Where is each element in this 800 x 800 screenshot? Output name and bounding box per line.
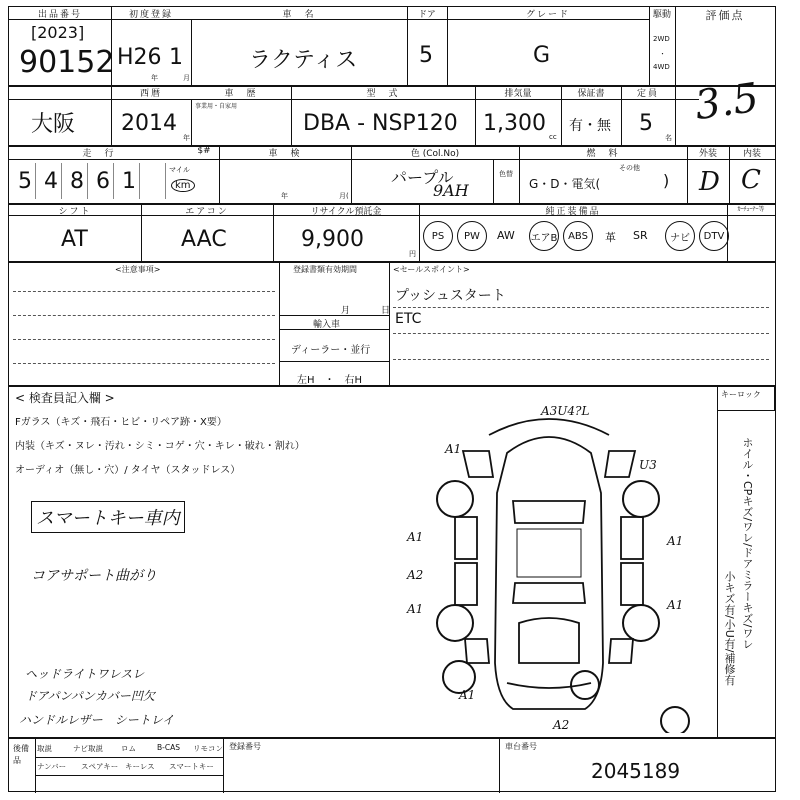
steering-side: 左H ・ 右H [297,375,363,386]
tuner-label: ｶｰﾁｭｰﾅｰ等 [737,206,765,213]
reg-year-unit: 年 [151,74,158,82]
accessory-item: リモコン [193,744,223,753]
right-note-column-2: 小キズ有/小U有/補修有 [723,571,736,686]
sales-point-item: プッシュスタート [395,288,506,304]
mark-left-1: A1 [407,530,424,544]
equipment-item-8: DTV [699,221,729,251]
accessory-item: キーレス [125,762,155,771]
mileage-digit: 5 [18,169,32,194]
note-door-panel: ドアパンパンカバー凹欠 [25,689,155,703]
registration-era: H26 [117,45,162,70]
displacement-label: 排気量 [504,89,532,99]
color-code: 9AH [433,181,469,200]
accessory-item: ロム [121,744,136,753]
score-label: 評価点 [705,9,745,22]
mark-right-2: A1 [667,598,684,612]
model-code: DBA - NSP120 [303,111,458,136]
shift-label: シフト [58,207,92,217]
mileage-digit: 4 [44,169,58,194]
fuel-label: 燃 料 [586,149,620,159]
drive-2wd: 2WD [653,35,670,43]
exterior-grade: D [699,167,720,197]
exterior-label: 外装 [698,149,717,159]
note-headlight: ヘッドライトワレスレ [25,667,145,681]
car-name-label: 車 名 [282,10,316,20]
mileage-digit: 6 [96,169,110,194]
note-core-support: コアサポート曲がり [31,568,157,584]
inspector-checklist-line: オーディオ（無し・穴）/ タイヤ（スタッドレス） [15,465,241,476]
equipment-item-7: ナビ [665,221,695,251]
note-handle-leather: ハンドルレザー シートレイ [19,713,175,727]
mark-left-3: A1 [407,602,424,616]
equipment-item-6: SR [633,229,648,242]
keylock-label: キーロック [721,390,761,399]
history-sub-label: 事業用・自家用 [195,103,238,110]
interior-label: 内装 [742,149,761,159]
interior-grade: C [741,165,761,195]
equipment-item-5: 革 [605,231,616,244]
car-name: ラクティス [249,48,358,73]
color-name: パープル [391,168,454,187]
cc-unit: cc [549,133,557,141]
region: 大阪 [31,112,76,137]
accessory-item: B-CAS [157,743,180,752]
car-outline [455,419,643,709]
pass-label: $# [197,146,211,156]
auction-sheet [8,6,776,792]
warranty-value: 有・無 [569,118,611,134]
registration-number-label: 登録番号 [229,742,261,751]
car-damage-diagram [389,393,709,733]
capacity: 5 [639,111,653,136]
row4-bottom-line [9,261,775,263]
equipment-item-2: AW [497,229,515,242]
sales-point-item: ETC [395,311,422,327]
recycle-label: リサイクル預託金 [310,207,382,217]
lot-number: 90152 [19,45,115,80]
damage-marks [406,404,683,732]
chassis-number-label: 車台番号 [505,742,537,751]
mileage-digit: 8 [70,169,84,194]
capacity-label: 定員 [636,89,659,99]
notes-bottom-line [9,385,775,387]
mark-rear-left: A1 [459,688,476,702]
mark-left-2: A2 [407,568,424,582]
registration-day-label: 日 [381,306,391,316]
recycle-fee: 9,900 [301,227,364,252]
inspection-label: 車 検 [268,149,302,159]
western-year-label: 西暦 [139,89,162,99]
accessory-item: スペアキー [81,762,119,771]
history-label: 車 歴 [224,89,258,99]
yen-unit: 円 [409,250,416,258]
accessory-item: ナビ取説 [73,744,103,753]
reg-month-unit: 月 [183,74,190,82]
ac-value: AAC [181,227,227,252]
door-label: ドア [418,10,436,20]
fuel-options: G・D・電気( [529,177,601,191]
mileage-digit: 1 [122,169,136,194]
warranty-label: 保証書 [577,89,605,99]
right-note-column-1: ホイル・CPキズ/ワレ/ドアミラーキズ/ワレ [741,437,754,650]
inspection-year-unit: 年 [281,192,288,200]
registration-month-label: 月 [341,306,351,316]
score-value: 3.5 [692,74,762,130]
shift-value: AT [61,227,88,252]
year-unit: 年 [183,134,190,142]
fuel-close-paren: ) [663,171,670,190]
color-label: 色 (Col.No) [410,149,460,159]
model-label: 型 式 [366,89,400,99]
sales-points-label: <セールスポイント> [393,265,470,274]
lot-year: [2023] [31,23,85,42]
drive-label: 駆動 [652,10,671,20]
inspection-month-unit: 月( [339,192,349,200]
displacement: 1,300 [483,111,546,136]
mileage-unit-km: km [171,179,195,192]
mark-top: A3U4?L [541,404,590,418]
registration-validity-label: 登録書類有効期間 [293,265,357,274]
accessory-item: ナンバー [37,762,67,771]
accessory-item: スマートキー [169,762,214,771]
mark-right-1: A1 [667,534,684,548]
import-label: 輸入車 [313,320,341,330]
footer-top-line [9,737,775,739]
accessories-label: 後備品 [13,744,29,765]
mileage-label: 走 行 [82,149,116,159]
note-smart-key: スマートキー車内 [31,501,185,533]
equipment-item-3: エアB [529,221,559,251]
import-type: ディーラー・並行 [291,345,371,356]
equipment-item-4: ABS [563,221,593,251]
row3-header-line [9,159,775,160]
equipment-label: 純正装備品 [545,207,601,217]
drive-4wd: 4WD [653,63,670,71]
chassis-number: 2045189 [591,759,681,783]
drive-dot: ・ [659,50,666,58]
inspector-checklist-line: 内装（キズ・ヌレ・汚れ・シミ・コゲ・穴・キレ・破れ・割れ） [15,441,305,452]
fuel-other-label: その他 [619,164,640,172]
mark-front-left: A1 [445,442,462,456]
door-count: 5 [419,43,433,68]
ac-label: エアコン [185,207,229,217]
equipment-item-1: PW [457,221,487,251]
capacity-unit: 名 [665,134,672,142]
grade-value: G [533,43,551,68]
mileage-unit-mile: マイル [169,166,190,174]
grade-label: グレード [525,10,570,20]
first-registration-label: 初度登録 [128,10,173,20]
mark-rear: A2 [553,718,570,732]
lot-number-label: 出品番号 [37,10,82,20]
registration-month: 1 [169,45,183,70]
mark-front-right: U3 [639,458,657,472]
inspector-title: < 検査員記入欄 > [15,391,115,405]
western-year: 2014 [121,111,177,136]
inspector-checklist-line: Fガラス（キズ・飛石・ヒビ・リペア跡・X要） [15,417,227,428]
color-change-label: 色替 [499,170,513,178]
equipment-item-0: PS [423,221,453,251]
accessory-item: 取説 [37,744,52,753]
row2-header-line [9,99,699,100]
caution-label: <注意事項> [115,265,161,274]
